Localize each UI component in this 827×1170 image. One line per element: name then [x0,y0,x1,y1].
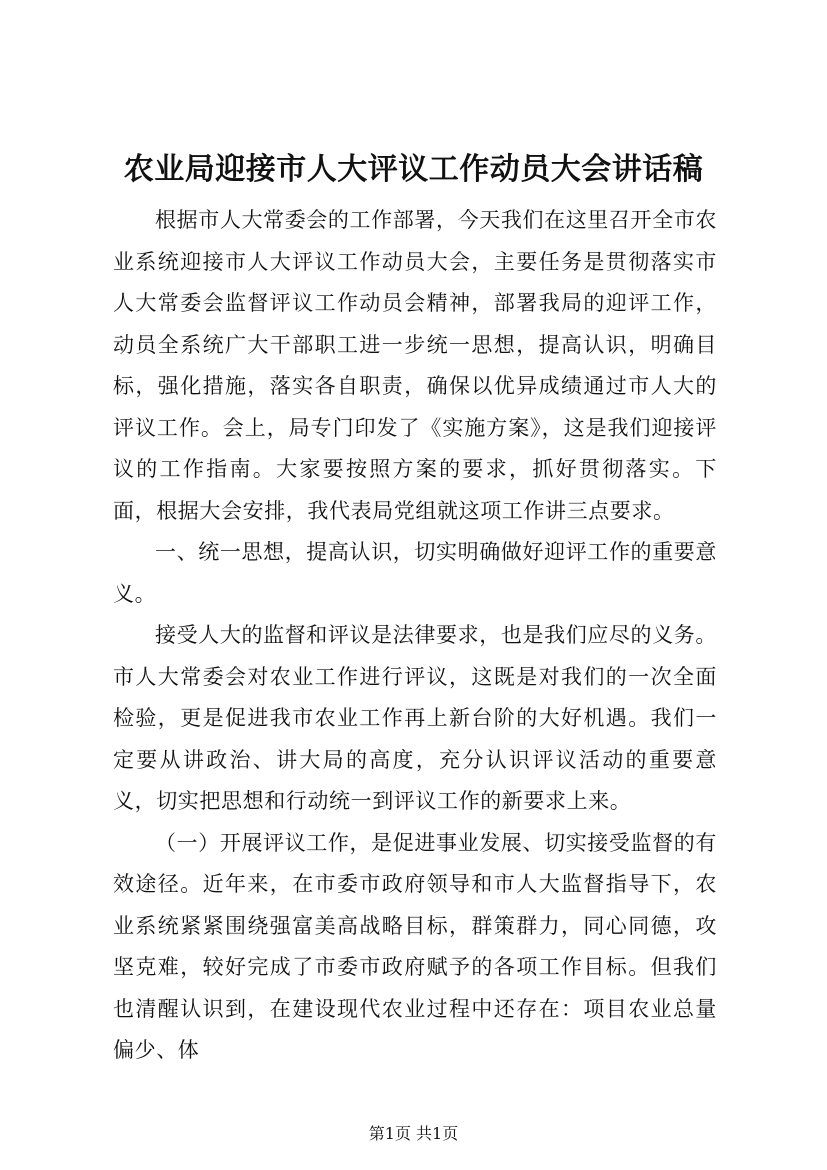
paragraph-subheading-one: （一）开展评议工作，是促进事业发展、切实接受监督的有效途径。近年来，在市委市政府领导和市人大监督指导下，农业系统紧紧围绕强富美高战略目标，群策群力，同心同德，攻坚克难，较好完成了市委市政府赋予的各项工作目标。但我们也清醒认识到，在建设现代农业过程中还存在：项目农业总量偏少、体 [113,830,717,1062]
paragraph-heading-one: 一、统一思想，提高认识，切实明确做好迎评工作的重要意义。 [113,540,717,606]
document-title: 农业局迎接市人大评议工作动员大会讲话稿 [123,152,704,187]
paragraph-intro: 根据市人大常委会的工作部署，今天我们在这里召开全市农业系统迎接市人大评议工作动员大会，主要任务是贯彻落实市人大常委会监督评议工作动员会精神，部署我局的迎评工作，动员全系统广大干部职工进一步统一思想，提高认识，明确目标，强化措施，落实各自职责，确保以优异成绩通过市人大的评议工作。会上，局专门印发了《实施方案》，这是我们迎接评议的工作指南。大家要按照方案的要求，抓好贯彻落实。下面，根据大会安排，我代表局党组就这项工作讲三点要求。 [113,208,717,523]
page-footer: 第1页 共1页 [368,1124,459,1143]
document-body [113,200,717,1072]
paragraph-supervision: 接受人大的监督和评议是法律要求，也是我们应尽的义务。市人大常委会对农业工作进行评议，这既是对我们的一次全面检验，更是促进我市农业工作再上新台阶的大好机遇。我们一定要从讲政治、讲大局的高度，充分认识评议活动的重要意义，切实把思想和行动统一到评议工作的新要求上来。 [113,623,717,813]
